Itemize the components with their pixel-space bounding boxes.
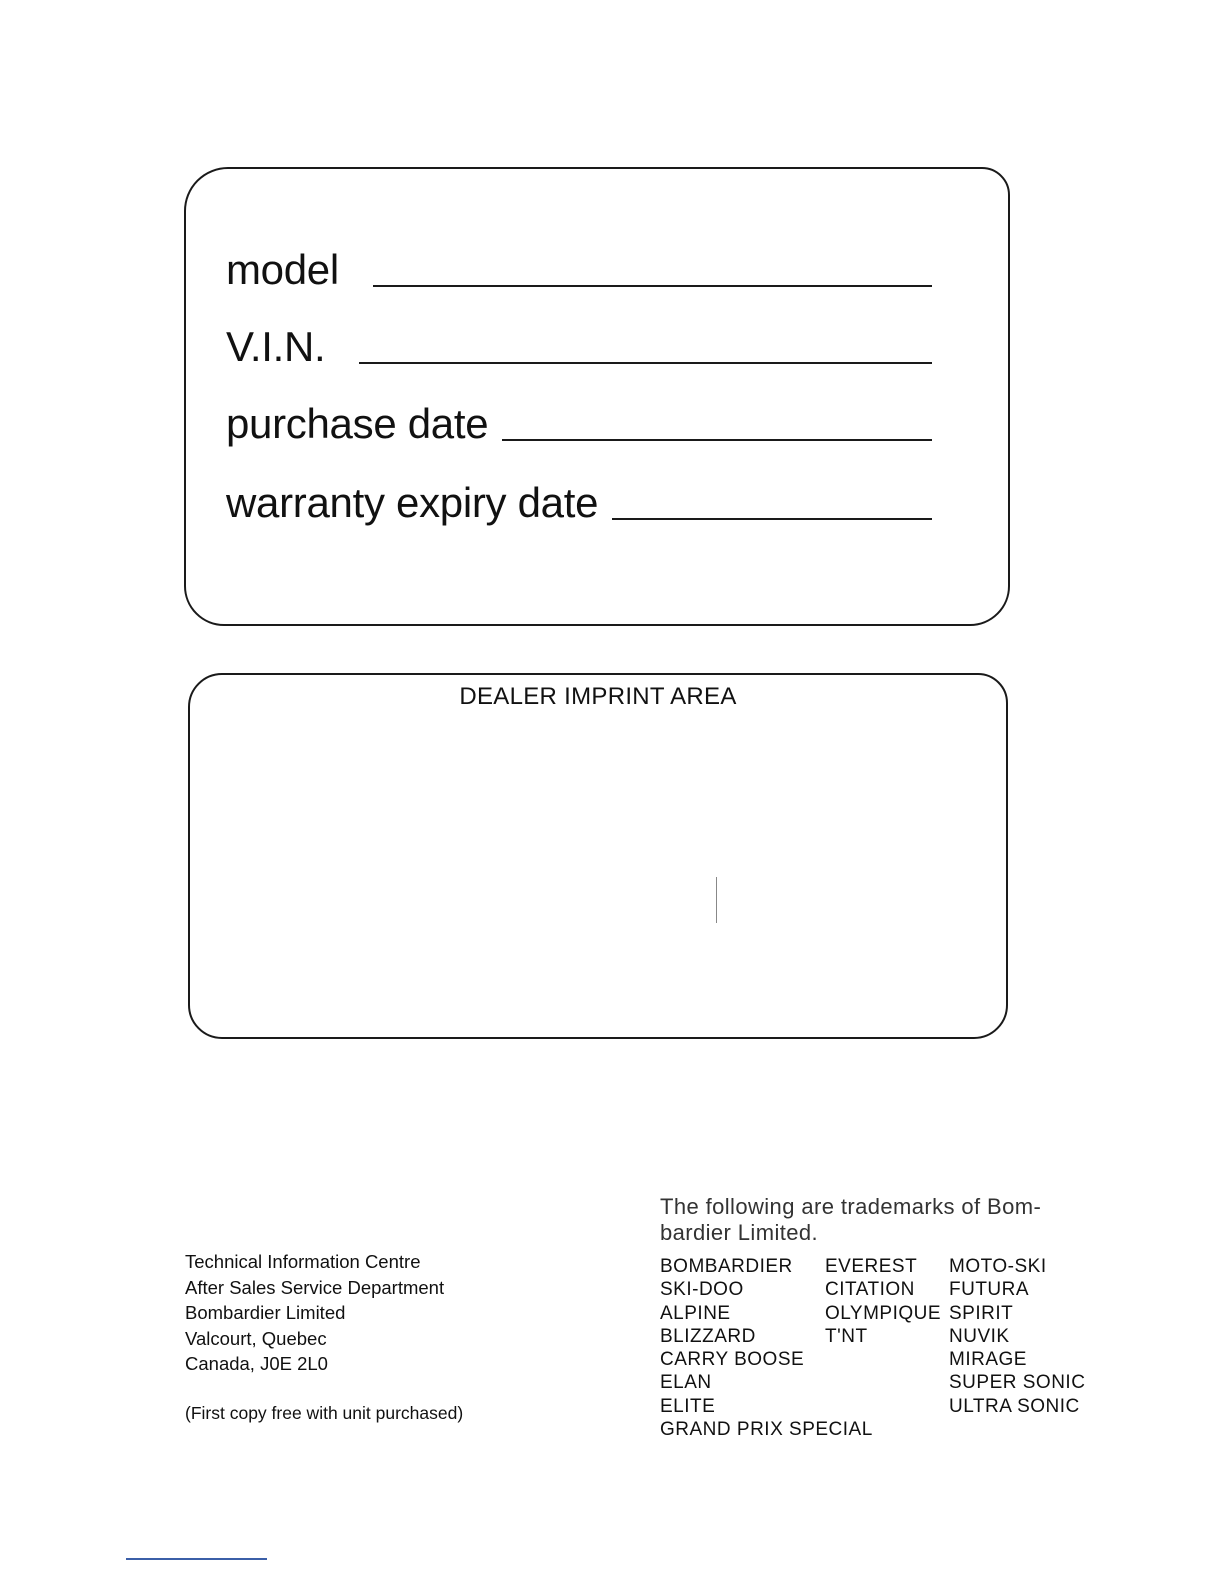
trademarks-intro-line: The following are trademarks of Bom- [660, 1194, 1042, 1219]
trademark-item: ALPINE [660, 1302, 731, 1324]
bottom-rule [126, 1558, 267, 1560]
trademark-item: NUVIK [949, 1325, 1010, 1347]
trademark-item: SUPER SONIC [949, 1372, 1086, 1394]
address-line: Canada, J0E 2L0 [185, 1353, 328, 1374]
dealer-imprint-card [188, 673, 1008, 1039]
trademark-column-3 [949, 1255, 1085, 1418]
trademark-item: OLYMPIQUE [825, 1302, 942, 1324]
trademarks-intro-line: bardier Limited. [660, 1220, 819, 1245]
trademark-item: ULTRA SONIC [949, 1395, 1080, 1417]
trademark-item: ELITE [660, 1395, 716, 1417]
purchase-date-label: purchase date [226, 400, 489, 447]
address-line: After Sales Service Department [185, 1276, 445, 1298]
warranty-expiry-field [226, 479, 932, 526]
model-field [226, 246, 932, 293]
trademark-item: CITATION [825, 1279, 915, 1301]
vin-label: V.I.N. [226, 323, 326, 370]
address-line: Valcourt, Quebec [185, 1327, 327, 1349]
registration-card [184, 167, 1010, 626]
warranty-expiry-label: warranty expiry date [226, 479, 599, 526]
trademark-item: T'NT [825, 1325, 868, 1347]
address-line: Technical Information Centre [185, 1251, 421, 1272]
model-label: model [226, 246, 339, 293]
trademark-item: GRAND PRIX SPECIAL [660, 1419, 873, 1441]
trademark-item: FUTURA [949, 1279, 1030, 1301]
trademark-item: EVEREST [825, 1256, 918, 1277]
address-block [185, 1249, 463, 1426]
trademark-item: CARRY BOOSE [660, 1349, 805, 1371]
purchase-date-blank-line[interactable] [502, 439, 932, 441]
trademark-column-2 [825, 1255, 941, 1348]
trademark-item: BOMBARDIER [660, 1256, 793, 1277]
address-line: Bombardier Limited [185, 1302, 346, 1323]
copy-note: (First copy free with unit purchased) [185, 1402, 464, 1423]
trademark-item: BLIZZARD [660, 1325, 756, 1347]
trademark-item: ELAN [660, 1372, 712, 1394]
trademark-item: MOTO-SKI [949, 1256, 1047, 1277]
purchase-date-field [226, 400, 932, 447]
trademark-item: MIRAGE [949, 1349, 1027, 1371]
trademark-item: SPIRIT [949, 1302, 1014, 1324]
scan-mark [716, 877, 717, 923]
vin-blank-line[interactable] [359, 362, 932, 364]
dealer-imprint-title: DEALER IMPRINT AREA [459, 683, 737, 710]
vin-field [226, 323, 932, 370]
warranty-expiry-blank-line[interactable] [612, 518, 932, 520]
trademarks-intro [660, 1194, 1100, 1246]
model-blank-line[interactable] [373, 285, 932, 287]
trademark-item: SKI-DOO [660, 1279, 744, 1301]
